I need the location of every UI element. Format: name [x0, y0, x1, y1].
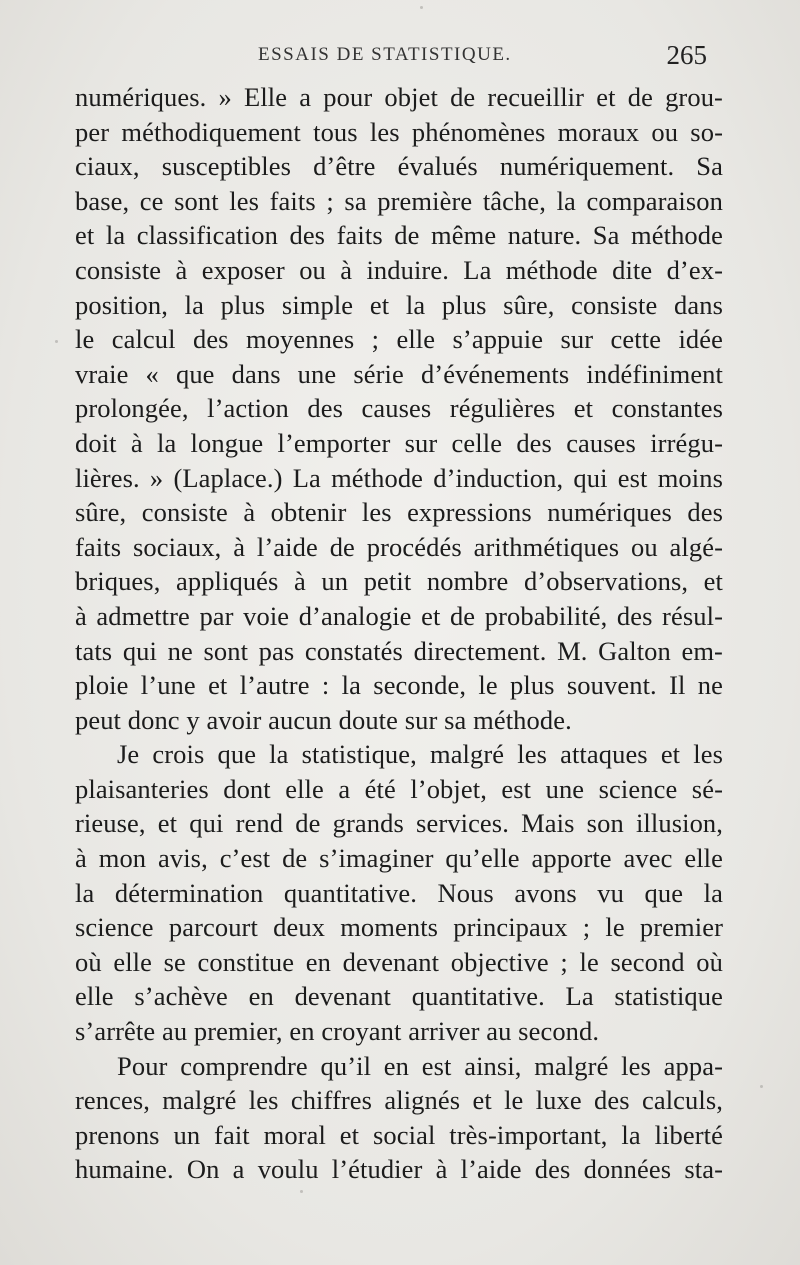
running-title: ESSAIS DE STATISTIQUE.	[258, 44, 512, 65]
text-line: consiste à exposer ou à induire. La méthode dite d’ex-	[75, 254, 723, 285]
text-line: rences, malgré les chiffres alignés et le luxe des calculs,	[75, 1085, 723, 1116]
text-line: base, ce sont les faits ; sa première tâche, la comparaison	[75, 185, 723, 216]
text-line: rieuse, et qui rend de grands services. Mais son illusion,	[75, 808, 723, 839]
paragraph-3	[75, 1049, 723, 1187]
text-line: ciaux, susceptibles d’être évalués numériquement. Sa	[75, 151, 723, 182]
text-line: position, la plus simple et la plus sûre, consiste dans	[75, 289, 723, 320]
text-line: le calcul des moyennes ; elle s’appuie sur cette idée	[75, 324, 723, 355]
text-line: la détermination quantitative. Nous avons vu que la	[75, 877, 723, 908]
text-line: et la classification des faits de même nature. Sa méthode	[75, 220, 723, 251]
text-line: tats qui ne sont pas constatés directement. M. Galton em-	[75, 635, 723, 666]
text-line: numériques. » Elle a pour objet de recueillir et de grou-	[75, 82, 723, 112]
paragraph-2	[75, 737, 723, 1048]
text-line: peut donc y avoir aucun doute sur sa méthode.	[75, 704, 572, 735]
text-line: faits sociaux, à l’aide de procédés arithmétiques ou algé-	[75, 531, 723, 562]
text-line: humaine. On a voulu l’étudier à l’aide des données sta-	[75, 1154, 723, 1185]
page-number: 265	[666, 40, 707, 70]
text-line: plaisanteries dont elle a été l’objet, est une science sé-	[75, 773, 723, 804]
text-line: prenons un fait moral et social très-important, la liberté	[75, 1119, 723, 1150]
text-line: à mon avis, c’est de s’imaginer qu’elle apporte avec elle	[75, 843, 723, 874]
text-line: lières. » (Laplace.) La méthode d’induction, qui est moins	[75, 462, 723, 493]
text-line: Je crois que la statistique, malgré les attaques et les	[117, 739, 723, 770]
text-line: doit à la longue l’emporter sur celle des causes irrégu-	[75, 427, 723, 458]
paper-speck	[760, 1085, 763, 1088]
paper-speck	[420, 6, 423, 9]
text-line: Pour comprendre qu’il en est ainsi, malgré les appa-	[117, 1050, 723, 1081]
body-text	[75, 80, 723, 1187]
text-line: ploie l’une et l’autre : la seconde, le plus souvent. Il ne	[75, 670, 723, 701]
text-line: sûre, consiste à obtenir les expressions numériques des	[75, 497, 723, 528]
paper-speck	[300, 1190, 303, 1193]
paragraph-1	[75, 80, 723, 737]
text-line: elle s’achève en devenant quantitative. La statistique	[75, 981, 723, 1012]
text-line: briques, appliqués à un petit nombre d’observations, et	[75, 566, 723, 597]
text-line: où elle se constitue en devenant objective ; le second où	[75, 946, 723, 977]
text-line: à admettre par voie d’analogie et de probabilité, des résul-	[75, 600, 723, 631]
text-line: per méthodiquement tous les phénomènes moraux ou so-	[75, 116, 723, 147]
paper-speck	[55, 340, 58, 343]
text-line: prolongée, l’action des causes régulières et constantes	[75, 393, 723, 424]
text-line: science parcourt deux moments principaux ; le premier	[75, 912, 723, 943]
text-line: s’arrête au premier, en croyant arriver au second.	[75, 1016, 600, 1047]
running-head	[0, 42, 800, 82]
text-line: vraie « que dans une série d’événements indéfiniment	[75, 358, 723, 389]
